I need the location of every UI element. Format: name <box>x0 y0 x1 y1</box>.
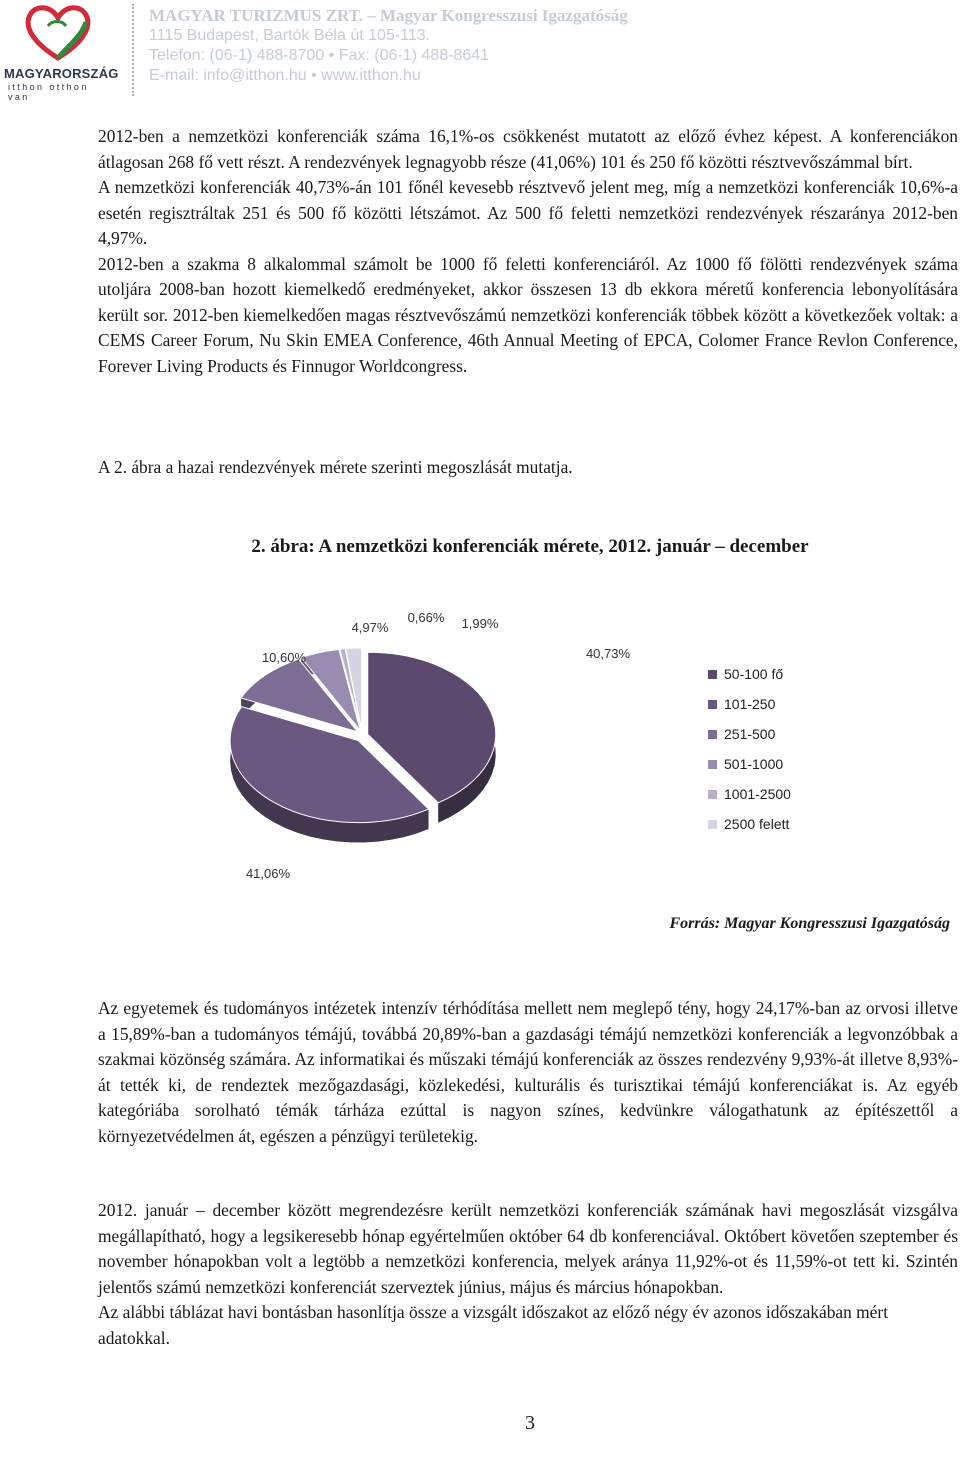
legend-label: 101-250 <box>724 696 776 712</box>
data-label: 41,06% <box>245 866 291 881</box>
heart-logo-icon <box>22 2 94 62</box>
text-block-intro <box>98 124 958 379</box>
legend-swatch <box>708 820 717 829</box>
logo-slogan: itthon otthon van <box>8 82 89 102</box>
legend-label: 50-100 fő <box>724 666 784 682</box>
legend-swatch <box>708 760 717 769</box>
paragraph: 2012-ben a nemzetközi konferenciák száma 16,1%-os csökkenést mutatott az előző évhez képest. A konferenciákon átlagosan 268 fő vett részt. A rendezvények legnagyobb része (41,06%) 101 és 250 fő közötti résztvevőszámmal bírt. <box>98 126 958 172</box>
legend-label: 501-1000 <box>724 756 784 772</box>
letterhead <box>0 0 960 100</box>
header-address: 1115 Budapest, Bartók Béla út 105-113. <box>149 27 431 44</box>
header-divider <box>132 4 134 96</box>
text-block-figure-ref <box>98 455 958 481</box>
header-organization: MAGYAR TURIZMUS ZRT. – Magyar Kongresszusi Igazgatóság <box>149 6 628 25</box>
figure-title: 2. ábra: A nemzetközi konferenciák mérete, 2012. január – december <box>251 536 809 557</box>
text-block-monthly <box>98 1198 958 1351</box>
logo-wordmark: MAGYARORSZÁG <box>4 66 119 81</box>
legend-label: 251-500 <box>724 726 776 742</box>
paragraph: A 2. ábra a hazai rendezvények mérete szerinti megoszlását mutatja. <box>98 457 573 477</box>
figure-source: Forrás: Magyar Kongresszusi Igazgatóság <box>669 915 950 932</box>
header-email-web: E-mail: info@itthon.hu • www.itthon.hu <box>149 67 421 84</box>
text-block-topics <box>98 996 958 1149</box>
data-label: 40,73% <box>585 646 631 661</box>
paragraph: 2012. január – december között megrendezésre került nemzetközi konferenciák számának havi megoszlását vizsgálva megállapítható, hogy a legsikeresebb hónap egyértelműen október 64 db konferenciával. Októbert követően szeptember és november hónapokban volt a legtöbb a nemzetközi konferencia, melyek aránya 11,92%-ot és 11,59%-ot tett ki. Szintén jelentős számú nemzetközi konferenciát szerveztek június, május és március hónapokban. <box>98 1200 958 1297</box>
header-phone-fax: Telefon: (06-1) 488-8700 • Fax: (06-1) 488-8641 <box>149 47 490 64</box>
magyarorszag-logo <box>0 2 119 102</box>
data-label: 10,60% <box>261 650 307 665</box>
paragraph: Az egyetemek és tudományos intézetek intenzív térhódítása mellett nem meglepő tény, hogy 24,17%-ban az orvosi illetve a 15,89%-ban a tudományos témájú, továbbá 20,89%-ban a gazdasági témájú nemzetközi konferenciák a legvonzóbbak a szakmai közönség számára. Az informatikai és műszaki témájú konferenciák az összes rendezvény 9,93%-át illetve 8,93%-át tették ki, de rendeztek mezőgazdasági, közlekedési, kulturális és turisztikai témájú konferenciákat is. Az egyéb kategóriába sorolható témák tárháza ezúttal is nagyon színes, kedvünkre válogathatunk az építészettől a környezetvédelmen át, egészen a pénzügyi területekig. <box>98 998 958 1146</box>
size-pie-chart <box>200 596 840 896</box>
header-contact <box>149 6 628 86</box>
legend-swatch <box>708 700 717 709</box>
pie-chart-svg <box>200 596 840 896</box>
data-label: 1,99% <box>461 616 499 631</box>
page-number: 3 <box>525 1412 535 1434</box>
legend-swatch <box>708 790 717 799</box>
legend-label: 1001-2500 <box>724 786 791 802</box>
legend-swatch <box>708 730 717 739</box>
data-label: 0,66% <box>407 610 445 625</box>
paragraph: A nemzetközi konferenciák 40,73%-án 101 főnél kevesebb résztvevő jelent meg, míg a nemzetközi konferenciák 10,6%-a esetén regisztráltak 251 és 500 fő közötti létszámot. Az 500 fő feletti nemzetközi rendezvények részaránya 2012-ben 4,97%. <box>98 177 958 248</box>
paragraph: Az alábbi táblázat havi bontásban hasonlítja össze a vizsgált időszakot az előző négy év azonos időszakában mért adatokkal. <box>98 1302 889 1348</box>
legend-swatch <box>708 670 717 679</box>
legend-label: 2500 felett <box>724 816 790 832</box>
paragraph: 2012-ben a szakma 8 alkalommal számolt be 1000 fő feletti konferenciáról. Az 1000 fő fölötti rendezvények száma utoljára 2008-ban hozott kiemelkedő eredményeket, akkor összesen 13 db ekkora méretű konferencia lebonyolítására került sor. 2012-ben kiemelkedően magas résztvevőszámú nemzetközi konferenciák többek között a következőek voltak: a CEMS Career Forum, Nu Skin EMEA Conference, 46th Annual Meeting of EPCA, Colomer France Revlon Conference, Forever Living Products és Finnugor Worldcongress. <box>98 253 958 376</box>
data-label: 4,97% <box>351 620 389 635</box>
